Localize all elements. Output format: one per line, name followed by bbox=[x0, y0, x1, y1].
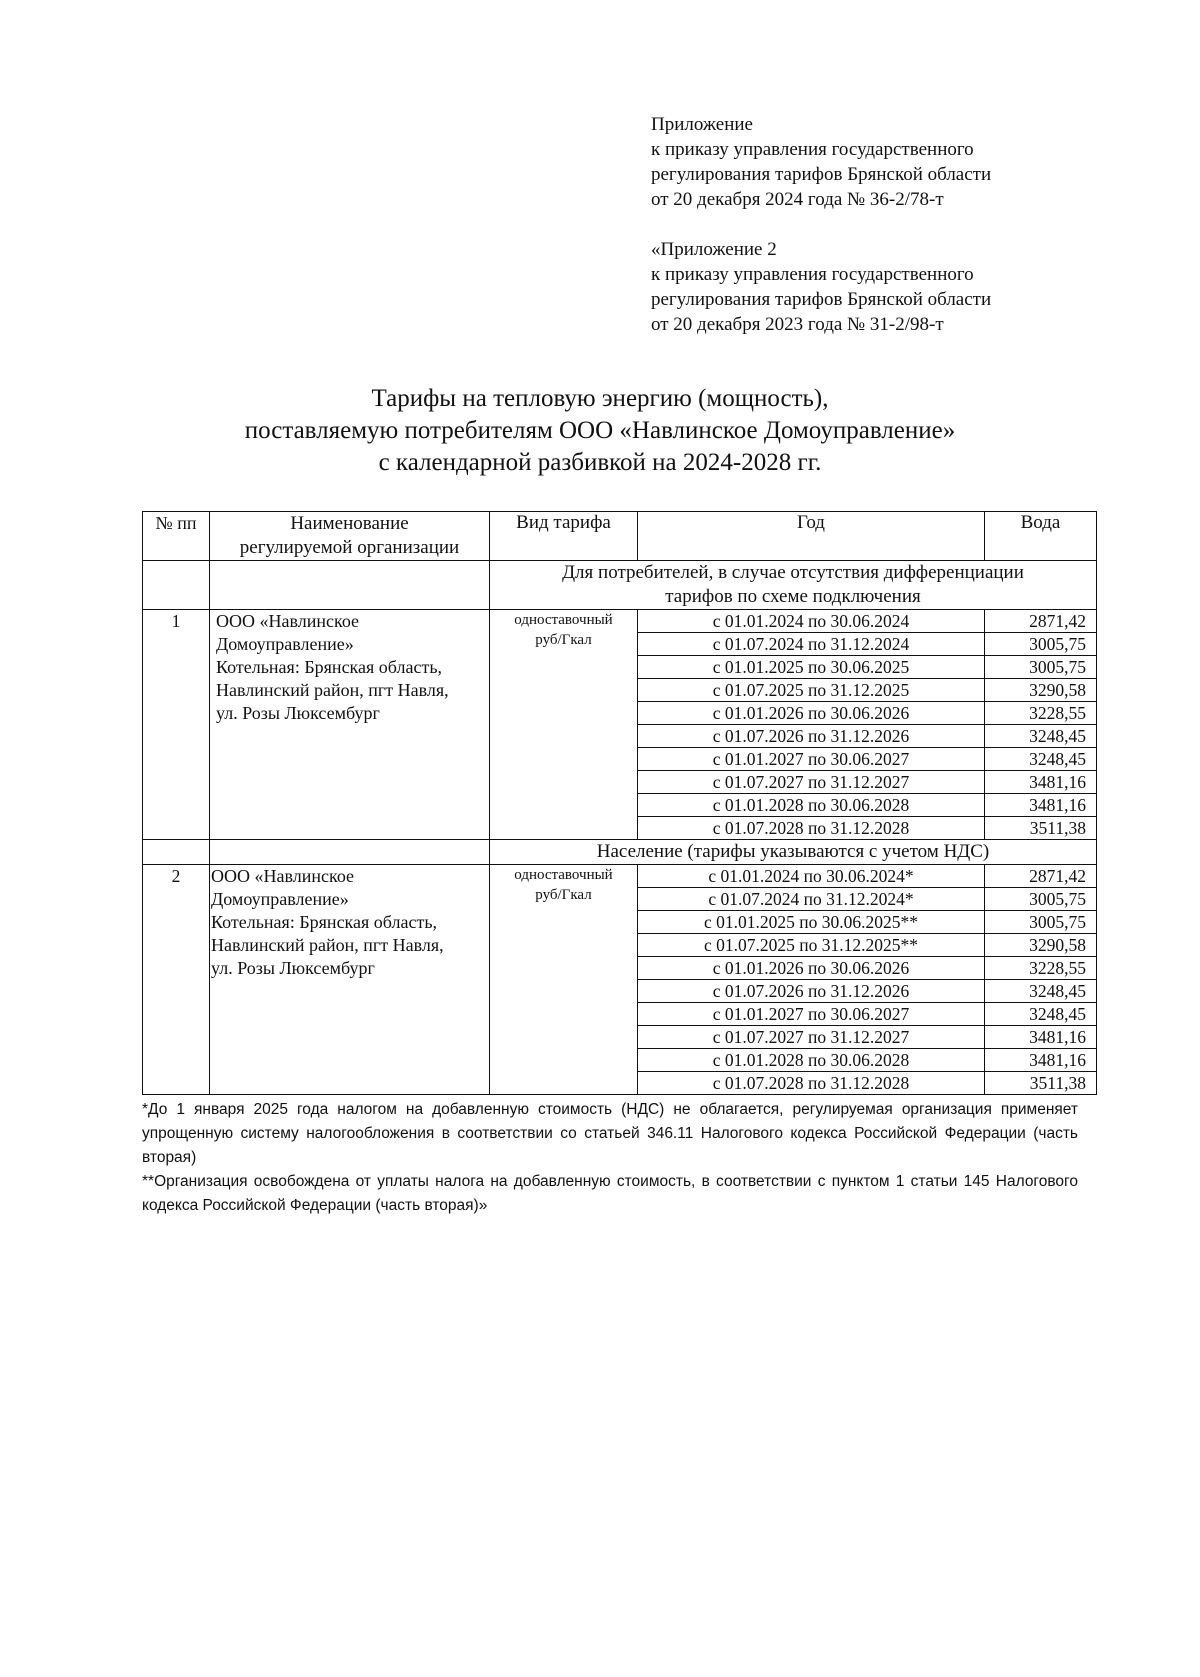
period-cell: с 01.01.2024 по 30.06.2024* bbox=[638, 865, 985, 888]
water-tariff-value: 3005,75 bbox=[985, 888, 1097, 911]
section-caption bbox=[490, 561, 1097, 610]
period-cell: с 01.01.2025 по 30.06.2025 bbox=[638, 656, 985, 679]
water-tariff-value: 3248,45 bbox=[985, 980, 1097, 1003]
section-caption bbox=[490, 840, 1097, 865]
organization-line: ул. Розы Люксембург bbox=[211, 958, 375, 978]
water-tariff-value: 3248,45 bbox=[985, 748, 1097, 771]
organization-name bbox=[210, 610, 490, 840]
organization-line: Навлинский район, пгт Навля, bbox=[216, 680, 449, 700]
period-cell: с 01.07.2024 по 31.12.2024* bbox=[638, 888, 985, 911]
appendix-line: от 20 декабря 2023 года № 31-2/98-т bbox=[651, 314, 944, 335]
period-cell: с 01.07.2025 по 31.12.2025 bbox=[638, 679, 985, 702]
header-organization bbox=[210, 512, 490, 561]
tariff-unit-line: руб/Гкал bbox=[535, 887, 592, 903]
tariff-row bbox=[143, 610, 1097, 633]
appendix-line: Приложение bbox=[651, 114, 753, 135]
organization-line: ООО «Навлинское bbox=[216, 611, 360, 631]
period-cell: с 01.07.2024 по 31.12.2024 bbox=[638, 633, 985, 656]
water-tariff-value: 3290,58 bbox=[985, 679, 1097, 702]
water-tariff-value: 3481,16 bbox=[985, 1026, 1097, 1049]
tariff-table bbox=[142, 511, 1097, 1095]
blank-cell bbox=[143, 840, 210, 865]
period-cell: с 01.01.2027 по 30.06.2027 bbox=[638, 748, 985, 771]
period-cell: с 01.01.2028 по 30.06.2028 bbox=[638, 794, 985, 817]
title-line: Тарифы на тепловую энергию (мощность), bbox=[371, 385, 829, 412]
water-tariff-value: 2871,42 bbox=[985, 865, 1097, 888]
organization-line: Котельная: Брянская область, bbox=[211, 912, 438, 932]
organization-line: ул. Розы Люксембург bbox=[216, 703, 380, 723]
appendix-line: «Приложение 2 bbox=[651, 239, 777, 260]
section-caption-row bbox=[143, 840, 1097, 865]
section-caption-line: Для потребителей, в случае отсутствия дифференциации bbox=[562, 562, 1024, 583]
water-tariff-value: 3481,16 bbox=[985, 794, 1097, 817]
appendix-previous-order bbox=[651, 237, 991, 337]
row-number: 2 bbox=[143, 865, 210, 1095]
water-tariff-value: 2871,42 bbox=[985, 610, 1097, 633]
water-tariff-value: 3511,38 bbox=[985, 817, 1097, 840]
appendix-line: от 20 декабря 2024 года № 36-2/78-т bbox=[651, 189, 944, 210]
period-cell: с 01.07.2025 по 31.12.2025** bbox=[638, 934, 985, 957]
tariff-kind-line: одноставочный bbox=[514, 867, 613, 883]
water-tariff-value: 3481,16 bbox=[985, 1049, 1097, 1072]
row-number: 1 bbox=[143, 610, 210, 840]
organization-line: Домоуправление» bbox=[216, 634, 354, 654]
appendix-line: к приказу управления государственного bbox=[651, 139, 974, 160]
footnote-vat-release: **Организация освобождена от уплаты налога на добавленную стоимость, в соответствии с пунктом 1 статьи 145 Налогового кодекса Российской Федерации (часть вторая)» bbox=[142, 1173, 1078, 1214]
organization-line: ООО «Навлинское bbox=[211, 866, 355, 886]
tariff-kind bbox=[490, 610, 638, 840]
section-caption-row bbox=[143, 561, 1097, 610]
blank-cell bbox=[143, 561, 210, 610]
period-cell: с 01.07.2026 по 31.12.2026 bbox=[638, 980, 985, 1003]
period-cell: с 01.01.2028 по 30.06.2028 bbox=[638, 1049, 985, 1072]
section-caption-line: тарифов по схеме подключения bbox=[665, 586, 921, 607]
tariff-row bbox=[143, 865, 1097, 888]
water-tariff-value: 3248,45 bbox=[985, 1003, 1097, 1026]
period-cell: с 01.01.2026 по 30.06.2026 bbox=[638, 957, 985, 980]
blank-cell bbox=[210, 561, 490, 610]
organization-line: Домоуправление» bbox=[211, 889, 349, 909]
water-tariff-value: 3511,38 bbox=[985, 1072, 1097, 1095]
period-cell: с 01.07.2026 по 31.12.2026 bbox=[638, 725, 985, 748]
water-tariff-value: 3005,75 bbox=[985, 911, 1097, 934]
water-tariff-value: 3248,45 bbox=[985, 725, 1097, 748]
title-line: поставляемую потребителям ООО «Навлинское Домоуправление» bbox=[244, 417, 956, 444]
organization-line: Котельная: Брянская область, bbox=[216, 657, 443, 677]
tariff-unit-line: руб/Гкал bbox=[535, 632, 592, 648]
header-tariff-kind: Вид тарифа bbox=[490, 512, 638, 561]
appendix-line: регулирования тарифов Брянской области bbox=[651, 164, 992, 185]
period-cell: с 01.01.2025 по 30.06.2025** bbox=[638, 911, 985, 934]
appendix-current-order bbox=[651, 112, 991, 212]
period-cell: с 01.07.2028 по 31.12.2028 bbox=[638, 817, 985, 840]
header-year: Год bbox=[638, 512, 985, 561]
water-tariff-value: 3005,75 bbox=[985, 633, 1097, 656]
document-title bbox=[0, 383, 1200, 479]
tariff-kind bbox=[490, 865, 638, 1095]
organization-line: Навлинский район, пгт Навля, bbox=[211, 935, 444, 955]
organization-name bbox=[210, 865, 490, 1095]
water-tariff-value: 3005,75 bbox=[985, 656, 1097, 679]
period-cell: с 01.01.2024 по 30.06.2024 bbox=[638, 610, 985, 633]
blank-cell bbox=[210, 840, 490, 865]
water-tariff-value: 3290,58 bbox=[985, 934, 1097, 957]
header-org-line: регулируемой организации bbox=[239, 537, 460, 558]
section-caption-line: Население (тарифы указываются с учетом НДС) bbox=[596, 841, 990, 862]
period-cell: с 01.07.2028 по 31.12.2028 bbox=[638, 1072, 985, 1095]
tariff-kind-line: одноставочный bbox=[514, 612, 613, 628]
appendix-line: регулирования тарифов Брянской области bbox=[651, 289, 992, 310]
title-line: с календарной разбивкой на 2024-2028 гг. bbox=[378, 449, 822, 476]
water-tariff-value: 3228,55 bbox=[985, 957, 1097, 980]
period-cell: с 01.07.2027 по 31.12.2027 bbox=[638, 771, 985, 794]
footnotes bbox=[142, 1098, 1078, 1218]
period-cell: с 01.07.2027 по 31.12.2027 bbox=[638, 1026, 985, 1049]
appendix-line: к приказу управления государственного bbox=[651, 264, 974, 285]
footnote-vat-exempt: *До 1 января 2025 года налогом на добавленную стоимость (НДС) не облагается, регулируемая организация применяет упрощенную систему налогообложения в соответствии со статьей 346.11 Налогового кодекса Российской Федерации (часть вторая) bbox=[142, 1101, 1078, 1166]
table-header-row bbox=[143, 512, 1097, 561]
period-cell: с 01.01.2026 по 30.06.2026 bbox=[638, 702, 985, 725]
water-tariff-value: 3481,16 bbox=[985, 771, 1097, 794]
header-water: Вода bbox=[985, 512, 1097, 561]
header-num: № пп bbox=[143, 512, 210, 561]
water-tariff-value: 3228,55 bbox=[985, 702, 1097, 725]
header-org-line: Наименование bbox=[290, 513, 409, 534]
period-cell: с 01.01.2027 по 30.06.2027 bbox=[638, 1003, 985, 1026]
